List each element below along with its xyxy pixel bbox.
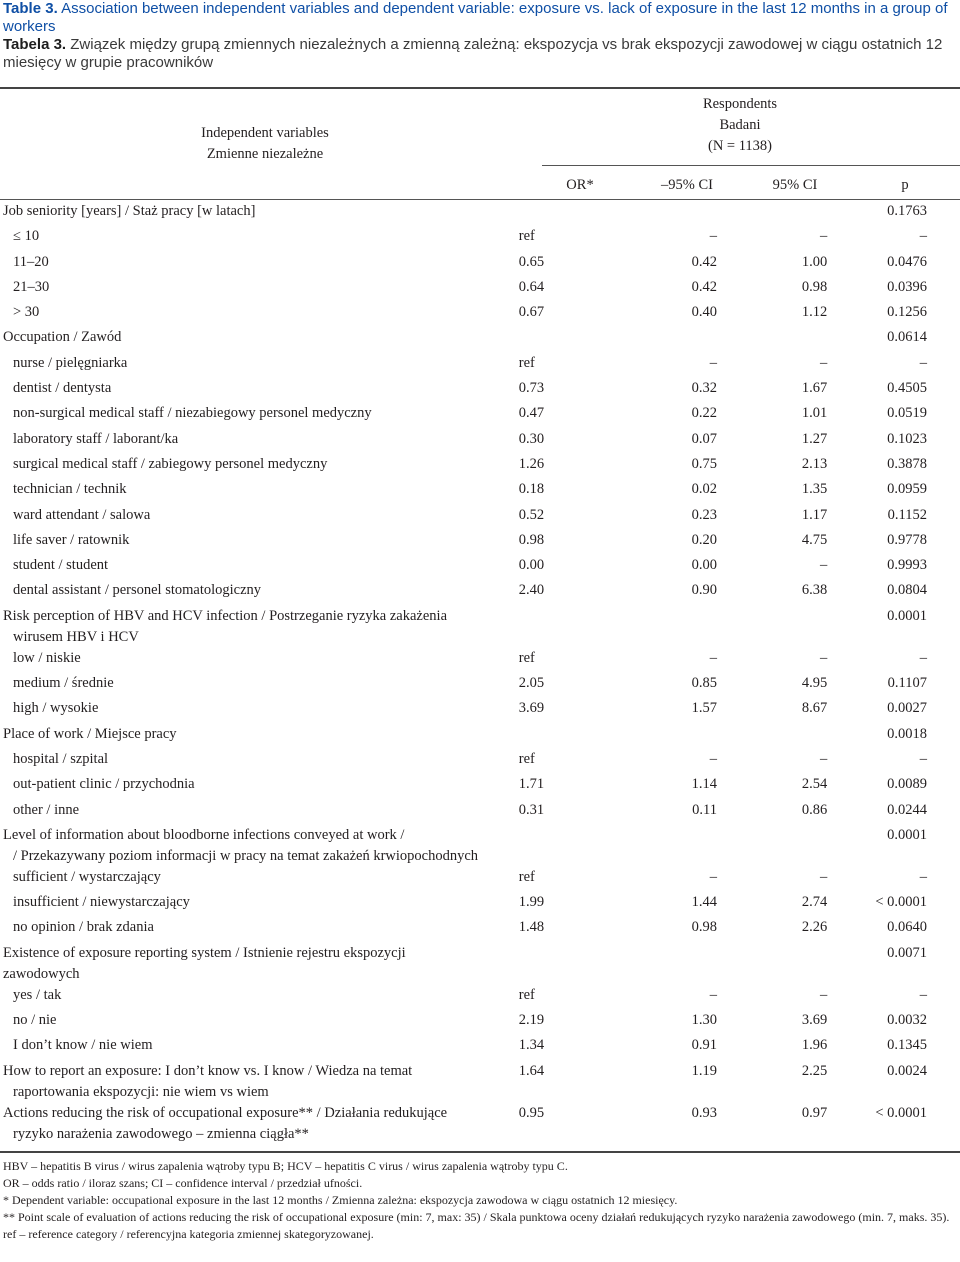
- cell-or: 0.67: [518, 304, 545, 321]
- results-table: [0, 201, 960, 1145]
- row-label-line: technician / technik: [13, 481, 127, 498]
- table-row-category: [0, 302, 960, 327]
- row-label: [0, 530, 484, 555]
- cell-or: [484, 327, 619, 352]
- row-label-line: 21–30: [13, 278, 50, 295]
- row-label-continuation: ryzyko narażenia zawodowego – zmienna ciągła**: [13, 1125, 309, 1142]
- cell-ci-low: 0.85: [691, 675, 717, 692]
- cell-p: 0.4505: [887, 380, 927, 397]
- row-label-line: hospital / szpital: [13, 750, 109, 767]
- table-row-category: [0, 429, 960, 454]
- footnote-ref: ref – reference category / referencyjna kategoria zmiennej skategoryzowanej.: [3, 1227, 374, 1241]
- table-row-variable: [0, 201, 960, 226]
- table-row-category: [0, 454, 960, 479]
- row-label: [0, 943, 484, 985]
- cell-or: 2.40: [518, 582, 545, 599]
- cell-ci-high: [742, 724, 848, 749]
- cell-ci-low: 0.02: [691, 481, 717, 498]
- table-row-category: [0, 774, 960, 799]
- cell-p: 0.0071: [887, 944, 927, 961]
- cell-ci-high: 0.86: [801, 801, 828, 818]
- table-row-category: [0, 479, 960, 504]
- row-label: [0, 1061, 484, 1103]
- caption-english: [3, 0, 953, 36]
- cell-p: < 0.0001: [875, 1104, 927, 1121]
- cell-ci-low: 0.42: [691, 278, 717, 295]
- cell-ci-high: 2.26: [801, 919, 828, 936]
- caption-en-label: Table 3.: [3, 0, 58, 17]
- cell-or: 0.64: [518, 278, 545, 295]
- cell-ci-low: –: [709, 986, 717, 1003]
- row-label: [0, 800, 484, 825]
- cell-ci-low: 0.75: [691, 455, 717, 472]
- cell-ci-high: 1.67: [801, 380, 828, 397]
- cell-ci-high: 1.17: [801, 506, 828, 523]
- cell-or: 2.05: [518, 675, 545, 692]
- cell-p: 0.1256: [887, 304, 927, 321]
- cell-ci-low: 0.23: [691, 506, 717, 523]
- cell-or: 0.73: [518, 380, 545, 397]
- cell-ci-high: 0.97: [801, 1104, 828, 1121]
- cell-ci-high: 6.38: [801, 582, 828, 599]
- row-label: [0, 555, 484, 580]
- cell-ci-low: 1.19: [691, 1062, 717, 1079]
- row-label-line: > 30: [13, 304, 40, 321]
- header-respondents-n: (N = 1138): [707, 138, 773, 154]
- cell-or: 1.99: [518, 894, 545, 911]
- cell-or: 0.18: [518, 481, 545, 498]
- row-label-line: no / nie: [13, 1012, 57, 1029]
- table-top-rule: [0, 87, 960, 89]
- cell-ci-low: –: [709, 868, 717, 885]
- cell-or: ref: [518, 649, 535, 666]
- cell-ci-low: [619, 943, 742, 985]
- cell-ci-low: –: [709, 649, 717, 666]
- row-label-line: laboratory staff / laborant/ka: [13, 430, 179, 447]
- cell-ci-high: [742, 825, 848, 867]
- cell-or: 0.52: [518, 506, 545, 523]
- row-label: [0, 648, 484, 673]
- cell-or: 0.31: [518, 801, 545, 818]
- row-label: [0, 378, 484, 403]
- cell-or: 3.69: [518, 700, 545, 717]
- cell-ci-high: 0.98: [801, 278, 828, 295]
- cell-ci-low: 0.20: [691, 531, 717, 548]
- cell-or: ref: [518, 986, 535, 1003]
- row-label-line: low / niskie: [13, 649, 81, 666]
- table-row-category: [0, 403, 960, 428]
- cell-ci-low: 0.91: [691, 1037, 717, 1054]
- header-respondents-en: Respondents: [702, 96, 778, 112]
- cell-ci-high: –: [820, 750, 828, 767]
- cell-or: 1.64: [518, 1062, 545, 1079]
- row-label-line: nurse / pielęgniarka: [13, 354, 128, 371]
- row-label-line: Actions reducing the risk of occupational exposure** / Działania redukujące: [3, 1104, 448, 1121]
- row-label-line: non-surgical medical staff / niezabiegowy personel medyczny: [13, 405, 372, 422]
- table-row-category: [0, 530, 960, 555]
- row-label-line: ≤ 10: [13, 228, 40, 245]
- header-subrule: [542, 165, 960, 166]
- table-row-category: [0, 749, 960, 774]
- table-row-variable: [0, 825, 960, 867]
- row-label: [0, 580, 484, 605]
- cell-p: 0.1763: [887, 203, 927, 219]
- header-col-ci-low: –95% CI: [661, 177, 713, 193]
- cell-ci-low: 0.93: [691, 1104, 717, 1121]
- cell-p: 0.9778: [887, 531, 927, 548]
- row-label-line: Existence of exposure reporting system / Istnienie rejestru ekspozycji zawodowych: [3, 944, 406, 982]
- cell-ci-high: 1.35: [801, 481, 828, 498]
- cell-or: 0.30: [518, 430, 545, 447]
- table-row-category: [0, 698, 960, 723]
- row-label: [0, 201, 484, 226]
- table-row-variable: [0, 1061, 960, 1103]
- table-bottom-rule: [0, 1151, 960, 1153]
- table-row-category: [0, 648, 960, 673]
- cell-ci-low: 0.40: [691, 304, 717, 321]
- cell-p: –: [919, 986, 927, 1003]
- table-row-category: [0, 1035, 960, 1060]
- cell-ci-high: 1.27: [801, 430, 828, 447]
- cell-p: 0.0027: [887, 700, 927, 717]
- row-label: [0, 479, 484, 504]
- cell-or: [484, 724, 619, 749]
- row-label-line: 11–20: [13, 253, 49, 270]
- cell-ci-high: –: [820, 868, 828, 885]
- cell-ci-low: [619, 201, 742, 226]
- cell-p: 0.9993: [887, 557, 927, 574]
- table-row-variable: [0, 327, 960, 352]
- row-label: [0, 1035, 484, 1060]
- table-row-category: [0, 252, 960, 277]
- table-row-variable: [0, 724, 960, 749]
- table-row-variable: [0, 606, 960, 648]
- table-row-variable: [0, 1103, 960, 1145]
- table-row-category: [0, 277, 960, 302]
- cell-ci-low: [619, 606, 742, 648]
- cell-ci-low: 1.44: [691, 894, 717, 911]
- row-label: [0, 673, 484, 698]
- cell-ci-high: 1.00: [801, 253, 828, 270]
- cell-or: 1.26: [518, 455, 545, 472]
- cell-ci-high: 1.96: [801, 1037, 828, 1054]
- row-label-line: Occupation / Zawód: [3, 329, 122, 346]
- cell-p: 0.0959: [887, 481, 927, 498]
- cell-or: 0.47: [518, 405, 545, 422]
- cell-p: 0.0024: [887, 1062, 927, 1079]
- cell-ci-high: 2.25: [801, 1062, 828, 1079]
- row-label-line: other / inne: [13, 801, 80, 818]
- cell-ci-high: –: [820, 557, 828, 574]
- cell-ci-low: –: [709, 354, 717, 371]
- cell-p: 0.1345: [887, 1037, 927, 1054]
- cell-p: –: [919, 354, 927, 371]
- table-row-category: [0, 1010, 960, 1035]
- row-label-line: Job seniority [years] / Staż pracy [w latach]: [3, 203, 256, 219]
- cell-ci-low: 0.22: [691, 405, 717, 422]
- table-row-category: [0, 892, 960, 917]
- table-row-category: [0, 673, 960, 698]
- cell-p: 0.0804: [887, 582, 927, 599]
- cell-or: 0.95: [518, 1104, 545, 1121]
- table-row-category: [0, 985, 960, 1010]
- cell-p: 0.0018: [887, 725, 927, 742]
- row-label-continuation: wirusem HBV i HCV: [13, 628, 139, 645]
- cell-p: –: [919, 750, 927, 767]
- row-label-line: dentist / dentysta: [13, 380, 112, 397]
- cell-p: 0.0001: [887, 607, 927, 624]
- cell-or: 0.00: [518, 557, 545, 574]
- row-label: [0, 505, 484, 530]
- cell-ci-high: 1.12: [801, 304, 828, 321]
- row-label: [0, 403, 484, 428]
- cell-ci-low: [619, 825, 742, 867]
- results-table-body: [0, 201, 960, 1145]
- row-label-line: student / student: [13, 557, 109, 574]
- cell-p: < 0.0001: [875, 894, 927, 911]
- table-row-variable: [0, 943, 960, 985]
- row-label: [0, 429, 484, 454]
- cell-ci-high: 8.67: [801, 700, 828, 717]
- row-label: [0, 892, 484, 917]
- cell-ci-high: 2.13: [801, 455, 828, 472]
- cell-p: 0.1023: [887, 430, 927, 447]
- header-bottom-rule: [0, 199, 960, 200]
- row-label: [0, 724, 484, 749]
- row-label: [0, 252, 484, 277]
- footnote-point-scale: ** Point scale of evaluation of actions reducing the risk of occupational exposure (min: 7, max: 35) / Skala punktowa oceny działań redukujących ryzyko narażenia zawodowego (min. 7, maks. 35).: [3, 1210, 950, 1224]
- cell-or: ref: [518, 868, 535, 885]
- cell-ci-high: [742, 327, 848, 352]
- header-respondents: [630, 94, 850, 157]
- row-label-line: life saver / ratownik: [13, 531, 130, 548]
- table-row-category: [0, 505, 960, 530]
- row-label-line: yes / tak: [13, 986, 62, 1003]
- cell-ci-low: 0.07: [691, 430, 717, 447]
- header-respondents-pl: Badani: [719, 117, 761, 133]
- row-label-line: Risk perception of HBV and HCV infection / Postrzeganie ryzyka zakażenia: [3, 607, 447, 624]
- row-label-line: medium / średnie: [13, 675, 114, 692]
- table-row-category: [0, 917, 960, 942]
- cell-p: 0.0519: [887, 405, 927, 422]
- cell-or: 0.98: [518, 531, 545, 548]
- cell-or: ref: [518, 750, 535, 767]
- row-label-line: sufficient / wystarczający: [13, 868, 161, 885]
- row-label-line: Level of information about bloodborne infections conveyed at work /: [3, 826, 405, 843]
- row-label: [0, 825, 484, 867]
- cell-p: 0.1152: [887, 506, 927, 523]
- row-label: [0, 454, 484, 479]
- row-label: [0, 985, 484, 1010]
- row-label-continuation: / Przekazywany poziom informacji w pracy na temat zakażeń krwiopochodnych: [13, 847, 479, 864]
- row-label-line: high / wysokie: [13, 700, 99, 717]
- cell-ci-high: 3.69: [801, 1012, 828, 1029]
- row-label: [0, 774, 484, 799]
- cell-ci-low: 0.98: [691, 919, 717, 936]
- row-label: [0, 698, 484, 723]
- cell-ci-high: –: [820, 228, 828, 245]
- caption-en-text: Association between independent variables and dependent variable: exposure vs. lack of exposure in the last 12 months in a group of workers: [3, 0, 948, 35]
- table-row-category: [0, 353, 960, 378]
- footnote-abbrev-or-ci: OR – odds ratio / iloraz szans; CI – confidence interval / przedział ufności.: [3, 1176, 363, 1190]
- cell-or: 2.19: [518, 1012, 545, 1029]
- cell-p: –: [919, 228, 927, 245]
- cell-ci-high: 4.95: [801, 675, 828, 692]
- table-row-category: [0, 378, 960, 403]
- cell-ci-high: 2.74: [801, 894, 828, 911]
- cell-or: 1.34: [518, 1037, 545, 1054]
- cell-ci-high: 2.54: [801, 776, 828, 793]
- row-label-line: I don’t know / nie wiem: [13, 1037, 153, 1054]
- row-label: [0, 867, 484, 892]
- row-label: [0, 226, 484, 251]
- row-label-line: ward attendant / salowa: [13, 506, 151, 523]
- header-independent-variables: [130, 123, 400, 165]
- caption-polish: [3, 36, 953, 72]
- cell-p: 0.0032: [887, 1012, 927, 1029]
- cell-p: 0.0640: [887, 919, 927, 936]
- header-col-p: p: [901, 177, 909, 193]
- cell-ci-low: 0.32: [691, 380, 717, 397]
- cell-p: –: [919, 868, 927, 885]
- cell-ci-low: 1.30: [691, 1012, 717, 1029]
- cell-ci-high: [742, 606, 848, 648]
- table-row-category: [0, 580, 960, 605]
- row-label: [0, 1010, 484, 1035]
- row-label: [0, 917, 484, 942]
- cell-or: 1.71: [518, 776, 545, 793]
- row-label-line: out-patient clinic / przychodnia: [13, 776, 195, 793]
- cell-or: 1.48: [518, 919, 545, 936]
- table-row-category: [0, 800, 960, 825]
- row-label-line: surgical medical staff / zabiegowy personel medyczny: [13, 455, 328, 472]
- cell-p: 0.0614: [887, 329, 927, 346]
- cell-ci-low: [619, 724, 742, 749]
- cell-or: ref: [518, 228, 535, 245]
- cell-ci-low: 0.11: [692, 801, 717, 818]
- cell-or: ref: [518, 354, 535, 371]
- table-row-category: [0, 555, 960, 580]
- cell-p: 0.0396: [887, 278, 927, 295]
- header-independent-en: Independent variables: [201, 125, 329, 141]
- cell-ci-high: [742, 943, 848, 985]
- footnote-abbrev-virus: HBV – hepatitis B virus / wirus zapalenia wątroby typu B; HCV – hepatitis C virus / wirus zapalenia wątroby typu C.: [3, 1159, 568, 1173]
- table-footnotes: [3, 1158, 958, 1243]
- cell-or: [484, 825, 619, 867]
- cell-ci-high: 1.01: [801, 405, 828, 422]
- cell-p: 0.0089: [887, 776, 927, 793]
- row-label: [0, 327, 484, 352]
- cell-ci-low: 0.00: [691, 557, 717, 574]
- row-label: [0, 1103, 484, 1145]
- row-label: [0, 353, 484, 378]
- row-label: [0, 302, 484, 327]
- cell-or: [484, 606, 619, 648]
- cell-or: [484, 201, 619, 226]
- row-label-line: How to report an exposure: I don’t know vs. I know / Wiedza na temat: [3, 1062, 413, 1079]
- header-independent-pl: Zmienne niezależne: [206, 146, 324, 162]
- cell-ci-low: 0.90: [691, 582, 717, 599]
- row-label: [0, 277, 484, 302]
- cell-ci-low: 1.14: [691, 776, 717, 793]
- row-label-line: Place of work / Miejsce pracy: [3, 725, 177, 742]
- cell-p: –: [919, 649, 927, 666]
- row-label-line: dental assistant / personel stomatologiczny: [13, 582, 262, 599]
- table-row-category: [0, 226, 960, 251]
- cell-p: 0.1107: [887, 675, 927, 692]
- row-label-line: no opinion / brak zdania: [13, 919, 154, 936]
- caption-pl-label: Tabela 3.: [3, 36, 67, 53]
- cell-ci-high: –: [820, 986, 828, 1003]
- cell-ci-low: 0.42: [691, 253, 717, 270]
- row-label-line: insufficient / niewystarczający: [13, 894, 190, 911]
- cell-or: [484, 943, 619, 985]
- footnote-dependent-variable: * Dependent variable: occupational exposure in the last 12 months / Zmienna zależna: ekspozycja zawodowa w ciągu ostatnich 12 miesięcy.: [3, 1193, 678, 1207]
- cell-p: 0.0244: [887, 801, 927, 818]
- cell-ci-low: –: [709, 228, 717, 245]
- table-caption: [3, 0, 953, 72]
- cell-ci-low: 1.57: [691, 700, 717, 717]
- cell-ci-low: [619, 327, 742, 352]
- cell-or: 0.65: [518, 253, 545, 270]
- table-row-category: [0, 867, 960, 892]
- caption-pl-text: Związek między grupą zmiennych niezależnych a zmienną zależną: ekspozycja vs brak ekspozycji zawodowej w ciągu ostatnich 12 miesięcy w grupie pracowników: [3, 36, 943, 71]
- cell-ci-high: –: [820, 354, 828, 371]
- cell-ci-high: 4.75: [801, 531, 828, 548]
- row-label: [0, 606, 484, 648]
- cell-p: 0.0476: [887, 253, 927, 270]
- cell-p: 0.0001: [887, 826, 927, 843]
- cell-ci-high: –: [820, 649, 828, 666]
- header-col-or: OR*: [566, 177, 594, 193]
- cell-ci-low: –: [709, 750, 717, 767]
- row-label: [0, 749, 484, 774]
- cell-ci-high: [742, 201, 848, 226]
- row-label-continuation: raportowania ekspozycji: nie wiem vs wiem: [13, 1083, 269, 1100]
- header-col-ci-high: 95% CI: [772, 177, 818, 193]
- cell-p: 0.3878: [887, 455, 927, 472]
